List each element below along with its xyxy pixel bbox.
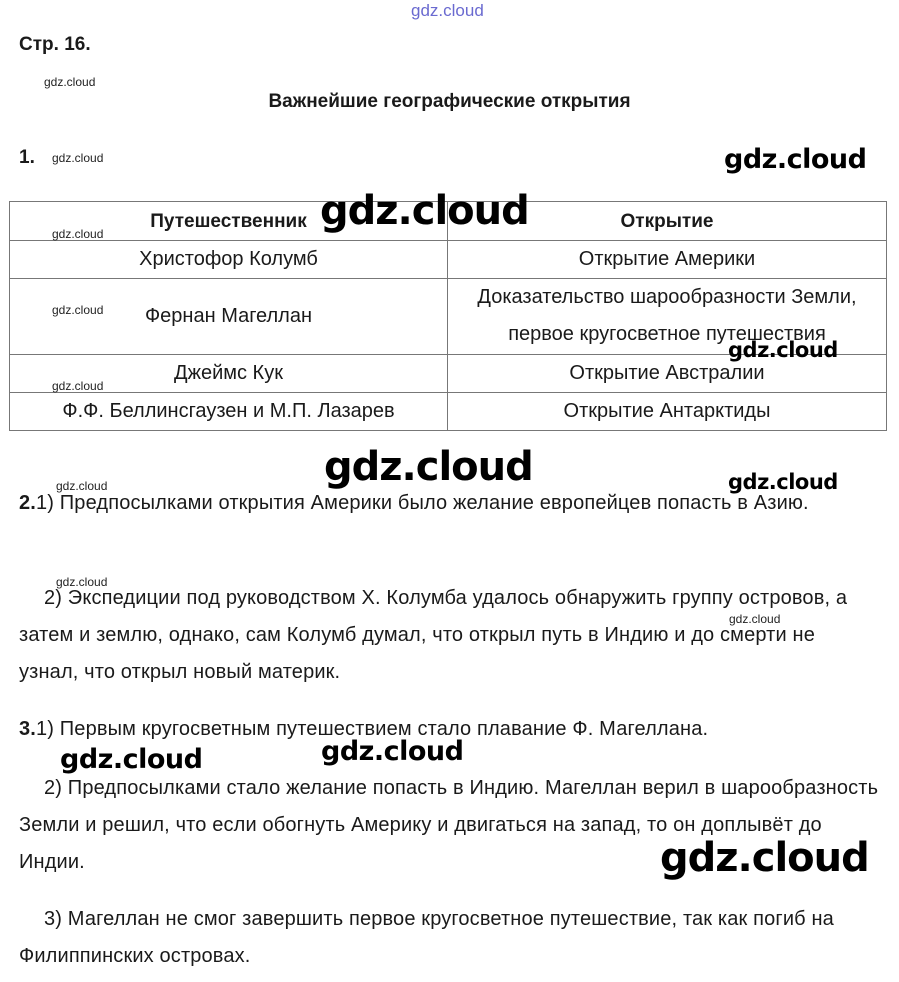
discovery-cell: Доказательство шарообразности Земли, первое кругосветное путешествия	[448, 279, 887, 355]
watermark: gdz.cloud	[320, 188, 529, 234]
watermark: gdz.cloud	[728, 338, 838, 362]
watermark: gdz.cloud	[56, 575, 108, 589]
watermark: gdz.cloud	[52, 151, 104, 165]
watermark: gdz.cloud	[52, 303, 104, 317]
watermark: gdz.cloud	[44, 75, 96, 89]
q3-number: 3.	[19, 718, 36, 740]
watermark: gdz.cloud	[724, 144, 867, 175]
watermark: gdz.cloud	[324, 444, 533, 490]
q2-paragraph-1	[19, 485, 839, 522]
traveler-cell: Ф.Ф. Беллинсгаузен и М.П. Лазарев	[10, 393, 448, 431]
section-heading: Важнейшие географические открытия	[268, 91, 631, 112]
table-row	[10, 393, 887, 431]
table-row	[10, 241, 887, 279]
traveler-cell: Фернан Магеллан	[10, 279, 448, 355]
q2-paragraph-2: 2) Экспедиции под руководством Х. Колумба удалось обнаружить группу островов, а затем и землю, однако, сам Колумб думал, что открыл путь в Индию и до смерти не узнал, что открыл новый материк.	[19, 587, 848, 683]
q2-number: 2.	[19, 492, 36, 514]
watermark: gdz.cloud	[52, 227, 104, 241]
discoveries-table	[9, 201, 887, 431]
header-traveler: Путешественник	[10, 202, 448, 241]
traveler-cell: Христофор Колумб	[10, 241, 448, 279]
header-discovery: Открытие	[448, 202, 887, 241]
watermark: gdz.cloud	[660, 835, 869, 881]
q3-paragraph-2: 2) Предпосылками стало желание попасть в Индию. Магеллан верил в шарообразность Земли и решил, что если обогнуть Америку и двигаться на запад, то он доплывёт до Индии.	[19, 777, 879, 873]
q1-number: 1.	[19, 147, 35, 168]
watermark: gdz.cloud	[56, 479, 108, 493]
discovery-cell: Открытие Антарктиды	[448, 393, 887, 431]
q3-paragraph-3: 3) Магеллан не смог завершить первое кругосветное путешествие, так как погиб на Филиппинских островах.	[19, 908, 834, 967]
watermark: gdz.cloud	[60, 744, 203, 775]
watermark: gdz.cloud	[52, 379, 104, 393]
watermark: gdz.cloud	[729, 612, 781, 626]
watermark: gdz.cloud	[728, 470, 838, 494]
discovery-cell: Открытие Америки	[448, 241, 887, 279]
page-label: Стр. 16.	[19, 34, 91, 55]
q2-text-1: 1) Предпосылками открытия Америки было желание европейцев попасть в Азию.	[35, 492, 809, 514]
discovery-cell: Открытие Австралии	[448, 355, 887, 393]
watermark-top: gdz.cloud	[411, 1, 484, 20]
q3-text-1: 1) Первым кругосветным путешествием стало плавание Ф. Магеллана.	[35, 718, 709, 740]
traveler-cell: Джеймс Кук	[10, 355, 448, 393]
watermark: gdz.cloud	[321, 736, 464, 767]
